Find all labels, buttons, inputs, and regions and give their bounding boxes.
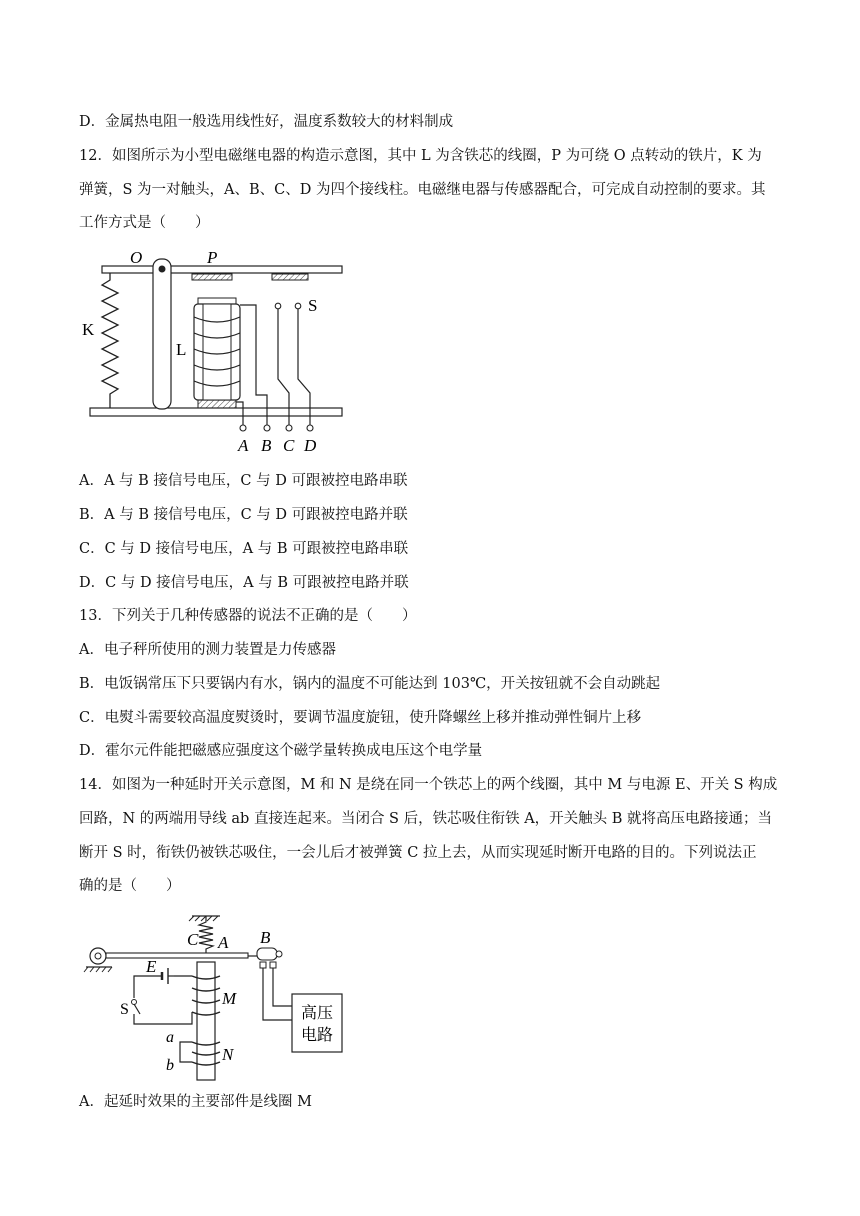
label-S: S bbox=[120, 1001, 129, 1018]
label-B: B bbox=[261, 436, 272, 455]
q13-option-a: A．电子秤所使用的测力装置是力传感器 bbox=[79, 642, 336, 658]
q12-option-a: A．A 与 B 接信号电压，C 与 D 可跟被控电路串联 bbox=[79, 473, 408, 489]
q12-option-c: C．C 与 D 接信号电压，A 与 B 可跟被控电路串联 bbox=[79, 541, 409, 557]
q13-option-d: D．霍尔元件能把磁感应强度这个磁学量转换成电压这个电学量 bbox=[79, 743, 483, 759]
label-M: M bbox=[222, 989, 237, 1008]
q14-stem-line-4: 确的是（ ） bbox=[79, 878, 181, 894]
q14-stem-line-1: 14．如图为一种延时开关示意图，M 和 N 是绕在同一个铁芯上的两个线圈，其中 M 与电源 E、开关 S 构成 bbox=[79, 777, 778, 793]
label-S: S bbox=[308, 296, 318, 315]
q14-option-a: A．起延时效果的主要部件是线圈 M bbox=[79, 1094, 312, 1110]
q12-stem-line-2: 弹簧，S 为一对触头，A、B、C、D 为四个接线柱。电磁继电器与传感器配合，可完成自动控制的要求。其 bbox=[79, 182, 766, 198]
q12-stem-line-1: 12．如图所示为小型电磁继电器的构造示意图，其中 L 为含铁芯的线圈，P 为可绕 O 点转动的铁片，K 为 bbox=[79, 148, 762, 164]
label-B: B bbox=[260, 928, 271, 947]
label-E: E bbox=[146, 957, 157, 976]
label-A: A bbox=[218, 933, 229, 952]
box-label-line-1: 高压 bbox=[300, 1005, 334, 1022]
q13-stem: 13．下列关于几种传感器的说法不正确的是（ ） bbox=[79, 608, 417, 624]
label-L: L bbox=[176, 340, 187, 359]
q11-option-d: D．金属热电阻一般选用线性好，温度系数较大的材料制成 bbox=[79, 114, 454, 130]
box-label-line-2: 电路 bbox=[300, 1027, 334, 1044]
q13-option-b: B．电饭锅常压下只要锅内有水，锅内的温度不可能达到 103℃，开关按钮就不会自动跳起 bbox=[79, 676, 661, 692]
label-C: C bbox=[187, 930, 199, 949]
q13-option-c: C．电熨斗需要较高温度熨烫时，要调节温度旋钮，使升降螺丝上移并推动弹性铜片上移 bbox=[79, 710, 642, 726]
q14-stem-line-3: 断开 S 时，衔铁仍被铁芯吸住，一会儿后才被弹簧 C 拉上去，从而实现延时断开电路的目的。下列说法正 bbox=[79, 845, 757, 861]
label-P: P bbox=[207, 248, 218, 267]
q12-stem-line-3: 工作方式是（ ） bbox=[79, 215, 210, 231]
label-O: O bbox=[130, 248, 143, 267]
delay-switch-diagram bbox=[82, 910, 352, 1085]
relay-diagram bbox=[80, 245, 360, 460]
label-C: C bbox=[283, 436, 295, 455]
label-K: K bbox=[82, 320, 95, 339]
label-b: b bbox=[166, 1057, 174, 1074]
label-A: A bbox=[238, 436, 249, 455]
q14-stem-line-2: 回路，N 的两端用导线 ab 直接连起来。当闭合 S 后，铁芯吸住衔铁 A，开关触头 B 就将高压电路接通；当 bbox=[79, 811, 773, 827]
label-a: a bbox=[166, 1029, 174, 1046]
q12-option-b: B．A 与 B 接信号电压，C 与 D 可跟被控电路并联 bbox=[79, 507, 408, 523]
label-N: N bbox=[222, 1045, 234, 1064]
label-D: D bbox=[304, 436, 317, 455]
q12-option-d: D．C 与 D 接信号电压，A 与 B 可跟被控电路并联 bbox=[79, 575, 409, 591]
